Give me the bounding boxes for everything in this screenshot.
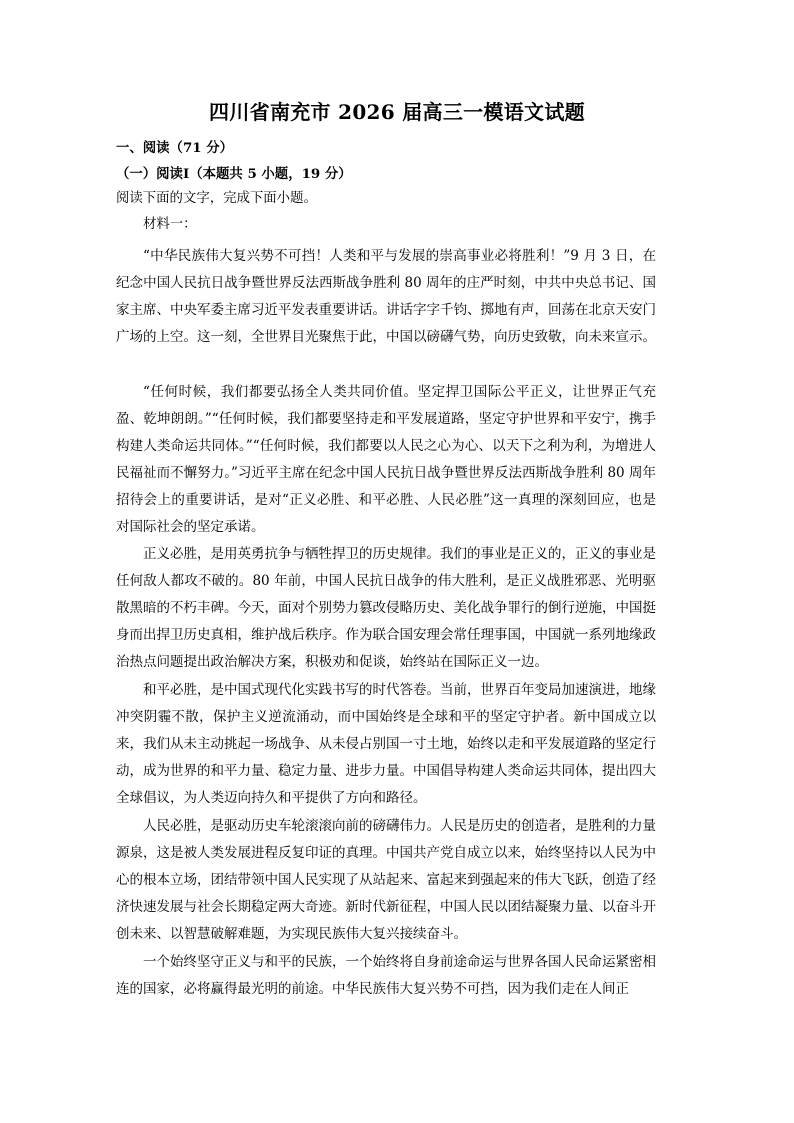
subsection-heading: （一）阅读Ⅰ（本题共 5 小题，19 分） (116, 166, 352, 182)
paragraph-5: 人民必胜，是驱动历史车轮滚滚向前的磅礴伟力。人民是历史的创造者，是胜利的力量源泉，这是被人类发展进程反复印证的真理。中国共产党自成立以来，始终坚持以人民为中心的根本立场，团结带领中国人民实现了从站起来、富起来到强起来的伟大飞跃，创造了经济快速发展与社会长期稳定两大奇迹。新时代新征程，中国人民以团结凝聚力量、以奋斗开创未来、以智慧破解难题，为实现民族伟大复兴接续奋斗。 (116, 818, 656, 943)
section-heading: 一、阅读（71 分） (116, 140, 234, 156)
page-title: 四川省南充市 2026 届高三一模语文试题 (209, 100, 585, 124)
paragraph-3: 正义必胜，是用英勇抗争与牺牲捍卫的历史规律。我们的事业是正义的，正义的事业是任何敌人都攻不破的。80 年前，中国人民抗日战争的伟大胜利，是正义战胜邪恶、光明驱散黑暗的不朽丰碑。今天，面对个别势力篡改侵略历史、美化战争罪行的倒行逆施，中国挺身而出捍卫历史真相，维护战后秩序。作为联合国安理会常任理事国，中国就一系列地缘政治热点问题提出政治解决方案，积极劝和促谈，始终站在国际正义一边。 (116, 546, 656, 671)
material-label: 材料一： (143, 217, 197, 232)
paragraph-2: “任何时候，我们都要弘扬全人类共同价值。坚定捍卫国际公平正义，让世界正气充盈、乾坤朗朗。”“任何时候，我们都要坚持走和平发展道路，坚定守护世界和平安宁，携手构建人类命运共同体。”“任何时候，我们都要以人民之心为心、以天下之利为利，为增进人民福祉而不懈努力。”习近平主席在纪念中国人民抗日战争暨世界反法西斯战争胜利 80 周年招待会上的重要讲话，是对“正义必胜、和平必胜、人民必胜”这一真理的深刻回应，也是对国际社会的坚定承诺。 (116, 384, 656, 536)
paragraph-1: “中华民族伟大复兴势不可挡！人类和平与发展的崇高事业必将胜利！”9 月 3 日，在纪念中国人民抗日战争暨世界反法西斯战争胜利 80 周年的庄严时刻，中共中央总书记、国家主席、中央军委主席习近平发表重要讲话。讲话字字千钧、掷地有声，回荡在北京天安门广场的上空。这一刻，全世界目光聚焦于此，中国以磅礴气势，向历史致敬，向未来宣示。 (116, 248, 656, 346)
paragraph-4: 和平必胜，是中国式现代化实践书写的时代答卷。当前，世界百年变局加速演进，地缘冲突阴霾不散，保护主义逆流涌动，而中国始终是全球和平的坚定守护者。新中国成立以来，我们从未主动挑起一场战争、从未侵占别国一寸土地，始终以走和平发展道路的坚定行动，成为世界的和平力量、稳定力量、进步力量。中国倡导构建人类命运共同体，提出四大全球倡议，为人类迈向持久和平提供了方向和路径。 (116, 682, 656, 807)
instruction-text: 阅读下面的文字，完成下面小题。 (116, 191, 317, 206)
paragraph-6: 一个始终坚守正义与和平的民族，一个始终将自身前途命运与世界各国人民命运紧密相连的国家，必将赢得最光明的前途。中华民族伟大复兴势不可挡，因为我们走在人间正 (116, 954, 656, 998)
